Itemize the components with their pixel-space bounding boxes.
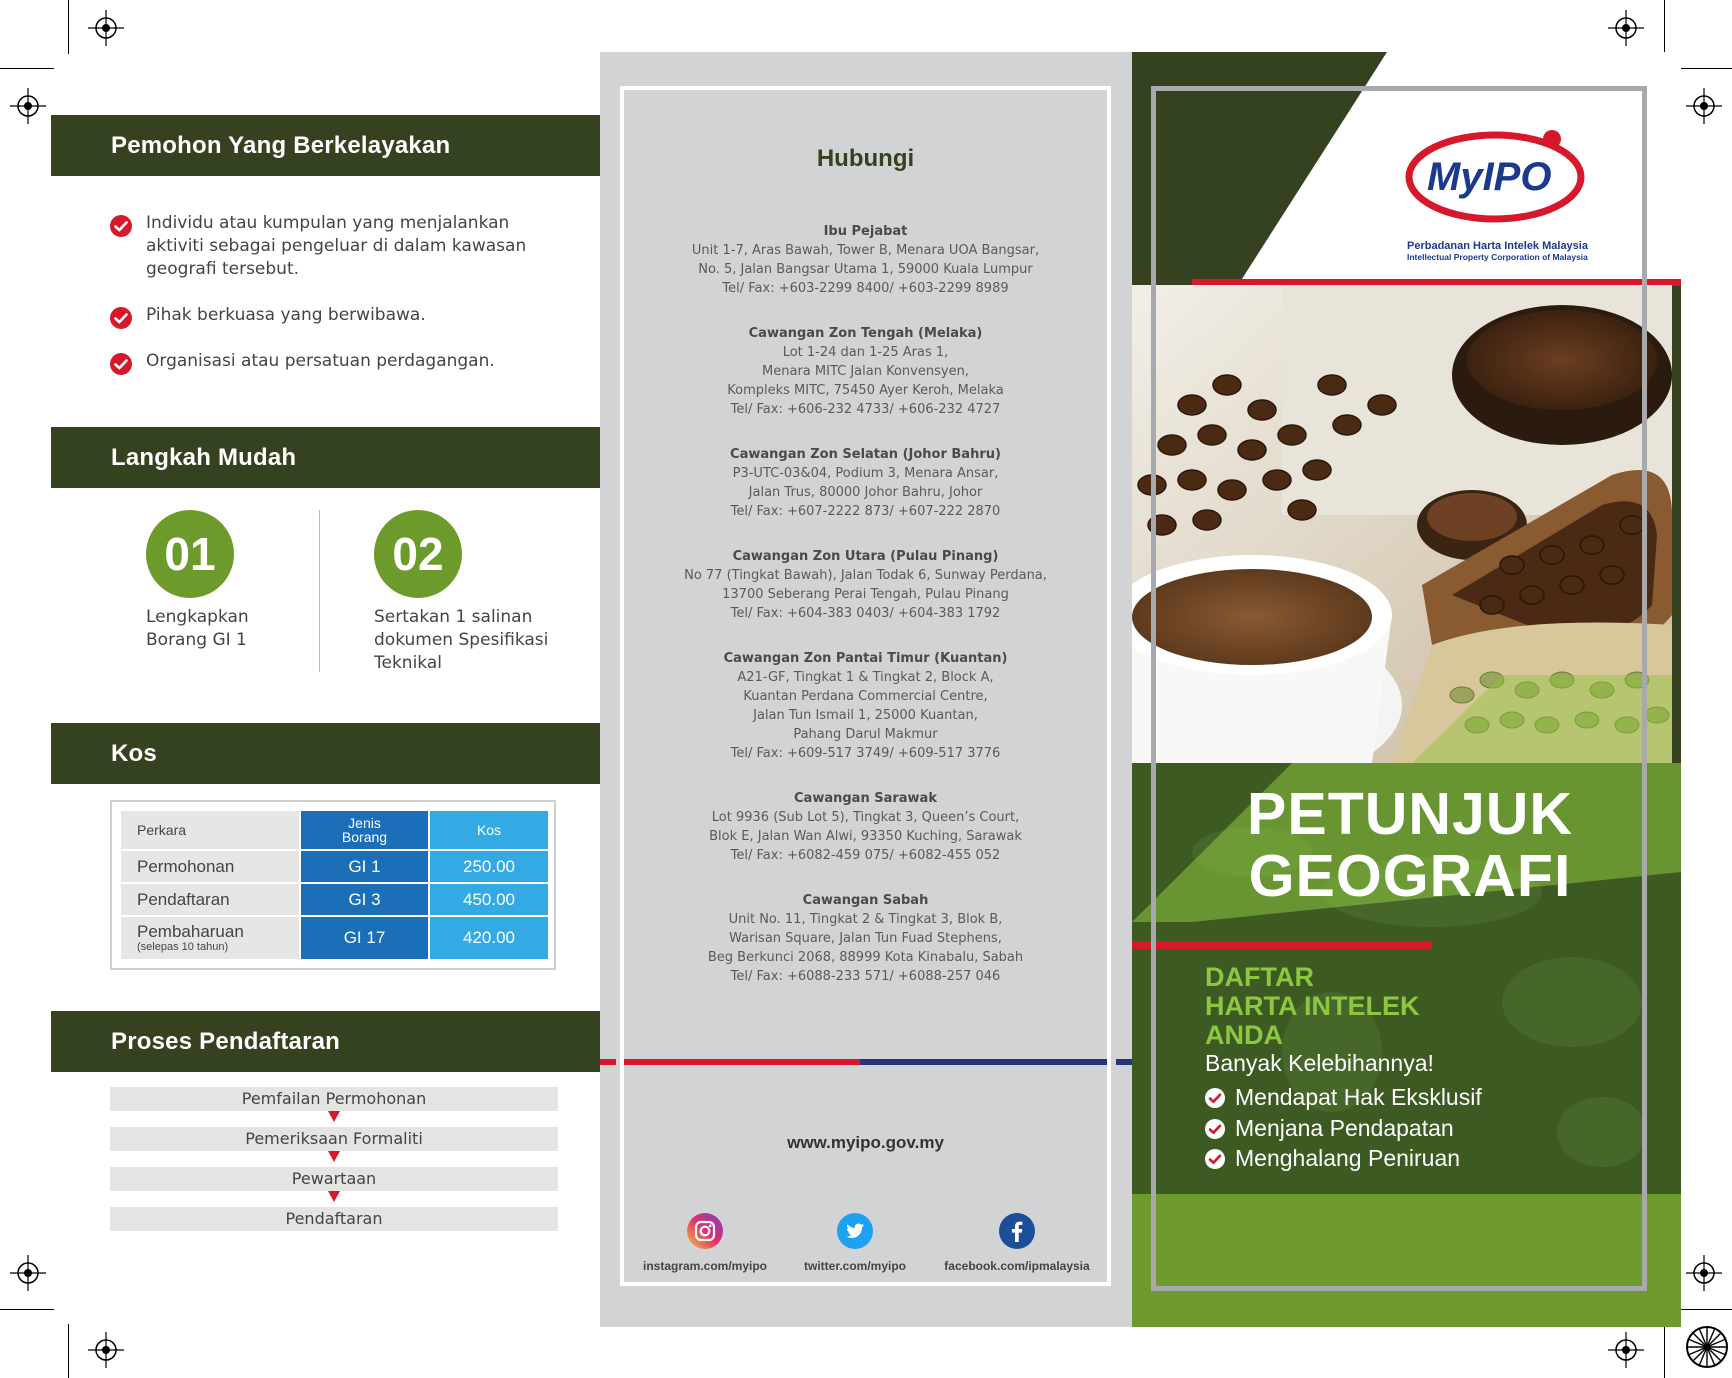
office-line: Tel/ Fax: +606-232 4733/ +606-232 4727 [730,402,1001,417]
column-header: Kos [430,811,548,849]
office-line: A21-GF, Tingkat 1 & Tingkat 2, Block A, [737,670,994,685]
office-block [620,789,1111,865]
eligible-item-text: Pihak berkuasa yang berwibawa. [146,305,426,325]
office-line: Tel/ Fax: +6088-233 571/ +6088-257 046 [730,969,1001,984]
office-line: P3-UTC-03&04, Podium 3, Menara Ansar, [732,466,999,481]
office-line: No 77 (Tingkat Bawah), Jalan Todak 6, Sunway Perdana, [684,568,1047,583]
cover-subtitle-line: HARTA INTELEK [1205,991,1420,1021]
office-line: Tel/ Fax: +6082-459 075/ +6082-455 052 [730,848,1001,863]
cover-title [1210,783,1610,907]
myipo-logo [1405,127,1590,237]
registration-mark-icon [10,1255,46,1291]
list-item [110,304,530,327]
cost-form: GI 1 [301,851,428,882]
eligible-item-text: Individu atau kumpulan yang menjalankan aktiviti sebagai pengeluar di dalam kawasan geografi tersebut. [146,213,527,279]
steps-heading: Langkah Mudah [51,427,600,488]
office-name: Cawangan Sarawak [794,791,937,806]
column-header [301,811,428,849]
logo-text: MyIPO [1427,155,1552,199]
cover-subtitle [1205,963,1419,1050]
office-line: Pahang Darul Makmur [793,727,938,742]
registration-mark-icon [88,10,124,46]
check-circle-icon [110,215,132,237]
table-row [121,917,548,959]
office-line: Tel/ Fax: +604-383 0403/ +604-383 1792 [730,606,1001,621]
table-row [121,851,548,882]
social-label: instagram.com/myipo [642,1259,768,1273]
crop-line [1664,0,1665,54]
office-line: Unit No. 11, Tingkat 2 & Tingkat 3, Blok B, [728,912,1003,927]
social-instagram[interactable] [630,1213,780,1273]
twitter-icon [837,1213,873,1249]
office-block [620,445,1111,521]
cost-value: 250.00 [430,851,548,882]
office-line: Warisan Square, Jalan Tun Fuad Stephens, [729,931,1002,946]
divider-stripe-red [624,1059,860,1065]
registration-mark-icon [1686,88,1722,124]
office-line: Lot 1-24 dan 1-25 Aras 1, [782,345,949,360]
crop-line [0,68,54,69]
instagram-icon [687,1213,723,1249]
office-block [620,547,1111,623]
logo-caption [1407,240,1597,262]
divider-stripe-navy [860,1059,1107,1065]
cost-form: GI 17 [301,917,428,959]
divider-stripe-red [600,1059,616,1065]
process-step: Pemfailan Permohonan [110,1087,558,1111]
step-text: Lengkapkan Borang GI 1 [146,607,249,650]
cost-item-note: (selepas 10 tahun) [137,941,229,953]
website-link[interactable]: www.myipo.gov.my [787,1133,944,1152]
eligible-heading: Pemohon Yang Berkelayakan [51,115,600,176]
cost-item: Pembaharuan [137,922,244,941]
arrow-down-icon [328,1151,340,1162]
registration-mark-icon [10,88,46,124]
office-line: Kuantan Perdana Commercial Centre, [743,689,988,704]
registration-mark-icon [1686,1255,1722,1291]
registration-mark-icon [1608,10,1644,46]
cost-item: Permohonan [121,851,299,882]
office-line: Blok E, Jalan Wan Alwi, 93350 Kuching, Sarawak [709,829,1022,844]
office-name: Cawangan Zon Selatan (Johor Bahru) [730,447,1001,462]
org-name-malay: Perbadanan Harta Intelek Malaysia [1407,240,1588,252]
benefit-text: Menghalang Peniruan [1235,1145,1461,1171]
step-number: 02 [374,510,462,598]
office-line: Unit 1-7, Aras Bawah, Tower B, Menara UOA Bangsar, [691,243,1040,258]
cost-table [119,809,550,961]
arrow-down-icon [328,1111,340,1122]
cost-value: 420.00 [430,917,548,959]
social-twitter[interactable] [780,1213,930,1273]
cost-item: Pendaftaran [121,884,299,915]
step-text: Sertakan 1 salinan dokumen Spesifikasi Teknikal [374,607,549,673]
step-two [374,510,554,675]
office-line: Menara MITC Jalan Konvensyen, [762,364,969,379]
cost-heading: Kos [51,723,600,784]
cost-value: 450.00 [430,884,548,915]
office-line: Tel/ Fax: +609-517 3749/ +609-517 3776 [730,746,1001,761]
eligible-item-text: Organisasi atau persatuan perdagangan. [146,351,495,371]
arrow-down-icon [328,1191,340,1202]
column-header: Perkara [121,811,299,849]
crop-line [0,1309,54,1310]
cost-item-cell [121,917,299,959]
list-item [110,350,530,373]
coffee-photo [1132,285,1672,763]
office-name: Cawangan Zon Pantai Timur (Kuantan) [723,651,1008,666]
office-line: Tel/ Fax: +603-2299 8400/ +603-2299 8989 [722,281,1009,296]
benefit-text: Menjana Pendapatan [1235,1114,1454,1141]
eligible-list [110,212,530,396]
office-block [620,222,1111,298]
benefit-list [1205,1082,1482,1174]
org-name-english: Intellectual Property Corporation of Malaysia [1407,252,1588,262]
step-one [146,510,266,652]
cover-title-line: PETUNJUK [1247,781,1573,847]
office-line: Jalan Trus, 80000 Johor Bahru, Johor [748,485,983,500]
office-line: Beg Berkunci 2068, 88999 Kota Kinabalu, Sabah [707,950,1024,965]
registration-mark-icon [88,1332,124,1368]
list-item [1205,1113,1482,1144]
list-item [1205,1082,1482,1113]
office-block [620,649,1111,763]
cover-subtitle-line: ANDA [1205,1020,1283,1050]
crop-line [1678,68,1732,69]
process-step: Pemeriksaan Formaliti [110,1127,558,1151]
office-name: Cawangan Zon Utara (Pulau Pinang) [732,549,999,564]
step-number: 01 [146,510,234,598]
table-header-row [121,811,548,849]
check-circle-icon [1205,1149,1225,1169]
facebook-icon [999,1213,1035,1249]
crop-line [1678,1309,1732,1310]
office-line: Kompleks MITC, 75450 Ayer Keroh, Melaka [727,383,1004,398]
column-header-text: Jenis Borang [341,815,388,845]
office-line: No. 5, Jalan Bangsar Utama 1, 59000 Kuala Lumpur [698,262,1033,277]
social-label: twitter.com/myipo [803,1259,907,1273]
social-label: facebook.com/ipmalaysia [944,1259,1090,1273]
check-circle-icon [110,353,132,375]
office-block [620,324,1111,419]
cost-form: GI 3 [301,884,428,915]
check-circle-icon [1205,1088,1225,1108]
divider [319,510,320,672]
contact-title: Hubungi [816,145,915,172]
office-name: Cawangan Zon Tengah (Melaka) [748,326,983,341]
color-bar-mark-icon [1685,1325,1729,1369]
office-line: Lot 9936 (Sub Lot 5), Tingkat 3, Queen’s Court, [711,810,1020,825]
list-item [110,212,530,281]
office-line: 13700 Seberang Perai Tengah, Pulau Pinang [722,587,1009,602]
office-name: Ibu Pejabat [823,224,908,239]
process-flow [110,1087,558,1231]
benefit-intro: Banyak Kelebihannya! [1205,1050,1434,1076]
divider-stripe-navy [1116,1059,1132,1065]
steps-block [51,510,600,680]
office-line: Jalan Tun Ismail 1, 25000 Kuantan, [753,708,978,723]
check-circle-icon [1205,1119,1225,1139]
crop-line [68,1324,69,1378]
table-row [121,884,548,915]
crop-line [1664,1324,1665,1378]
cover-subtitle-line: DAFTAR [1205,962,1314,992]
cost-table-frame [110,800,556,970]
process-heading: Proses Pendaftaran [51,1011,600,1072]
process-step: Pendaftaran [110,1207,558,1231]
cover-title-line: GEOGRAFI [1248,843,1572,909]
registration-mark-icon [1608,1332,1644,1368]
office-block [620,891,1111,986]
office-name: Cawangan Sabah [802,893,929,908]
list-item [1205,1143,1482,1174]
office-line: Tel/ Fax: +607-2222 873/ +607-222 2870 [730,504,1001,519]
social-facebook[interactable] [942,1213,1092,1273]
check-circle-icon [110,307,132,329]
crop-line [68,0,69,54]
process-step: Pewartaan [110,1167,558,1191]
benefit-text: Mendapat Hak Eksklusif [1235,1084,1482,1110]
